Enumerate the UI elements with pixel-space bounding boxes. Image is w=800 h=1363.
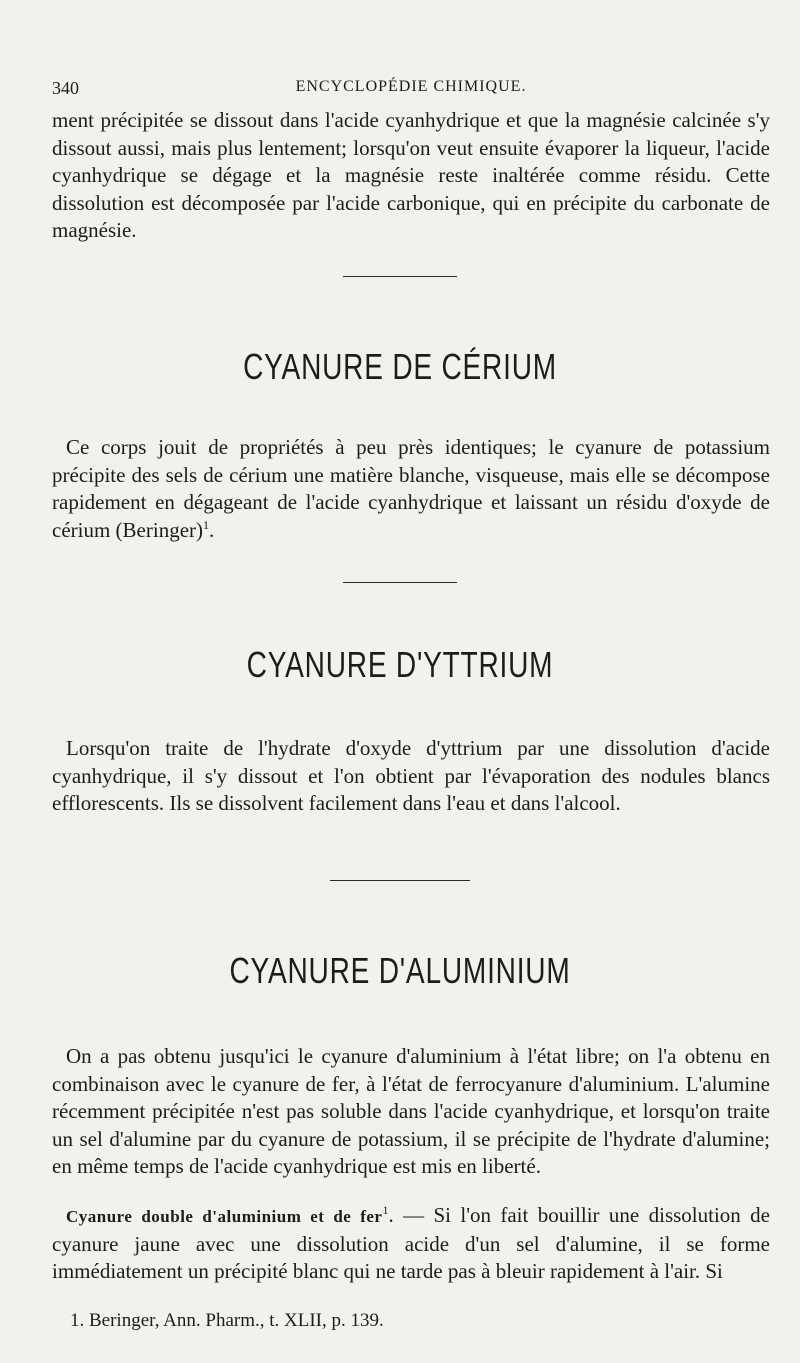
subsection-paragraph bbox=[52, 1202, 770, 1286]
cerium-paragraph bbox=[52, 434, 770, 544]
yttrium-paragraph: Lorsqu'on traite de l'hydrate d'oxyde d'yttrium par une dissolution d'acide cyanhydrique, il s'y dissout et l'on obtient par l'évaporation des nodules blancs efflorescents. Ils se dissolvent facilement dans l'eau et dans l'alcool. bbox=[52, 736, 770, 816]
footnote-ref: 1 bbox=[203, 517, 210, 532]
cerium-text: Ce corps jouit de propriétés à peu près identiques; le cyanure de potassium précipite des sels de cérium une matière blanche, visqueuse, mais elle se décompose rapidement en dégageant de l'acide cyanhydrique et laissant un résidu d'oxyde de cérium (Beringer) bbox=[52, 435, 770, 542]
section-title-yttrium: CYANURE D'YTTRIUM bbox=[246, 644, 554, 685]
section-divider bbox=[343, 276, 457, 277]
intro-paragraph: ment précipitée se dissout dans l'acide cyanhydrique et que la magnésie calcinée s'y dissout aussi, mais plus lentement; lorsqu'on veut ensuite évaporer la liqueur, l'acide cyanhydrique se dégage et la magnésie reste inaltérée comme résidu. Cette dissolution est décomposée par l'acide carbonique, qui en précipite du carbonate de magnésie. bbox=[52, 108, 770, 243]
section-title-aluminium: CYANURE D'ALUMINIUM bbox=[229, 950, 571, 991]
section-divider bbox=[343, 582, 457, 583]
subsection-text: . — Si l'on fait bouillir une dissolution de cyanure jaune avec une dissolution acide d'un sel d'alumine, il se forme immédiatement un précipité blanc qui ne tarde pas à bleuir rapidement à l'air. Si bbox=[52, 1203, 770, 1284]
cerium-end: . bbox=[209, 517, 215, 542]
aluminium-paragraph: On a pas obtenu jusqu'ici le cyanure d'aluminium à l'état libre; on l'a obtenu en combinaison avec le cyanure de fer, à l'état de ferrocyanure d'aluminium. L'alumine récemment précipitée n'est pas soluble dans l'acide cyanhydrique, et lorsqu'on traite un sel d'alumine par du cyanure de potassium, il se précipite de l'hydrate d'alumine; en même temps de l'acide cyanhydrique est mis en liberté. bbox=[52, 1044, 770, 1179]
running-title: ENCYCLOPÉDIE CHIMIQUE. bbox=[295, 78, 527, 95]
section-divider bbox=[330, 880, 470, 881]
footnote: 1. Beringer, Ann. Pharm., t. XLII, p. 139. bbox=[70, 1310, 384, 1331]
section-title-cerium: CYANURE DE CÉRIUM bbox=[243, 346, 557, 387]
page-number: 340 bbox=[52, 78, 79, 98]
subsection-heading: Cyanure double d'aluminium et de fer bbox=[66, 1207, 383, 1226]
page-header bbox=[52, 78, 770, 102]
footnote-ref: 1 bbox=[382, 1203, 389, 1217]
